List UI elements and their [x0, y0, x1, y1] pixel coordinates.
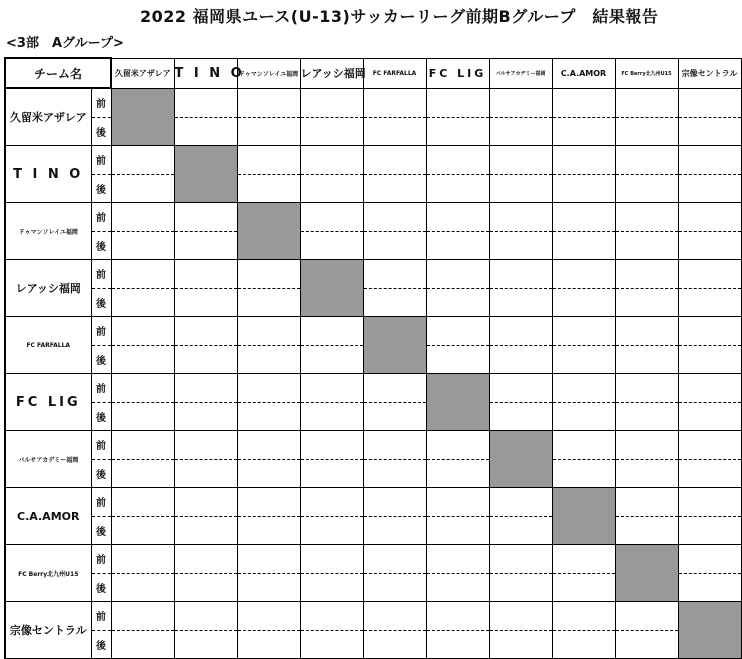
score-cell-second-half[interactable] [111, 630, 174, 659]
score-cell-second-half[interactable] [678, 345, 741, 374]
team-row-first-half [5, 88, 741, 117]
score-cell-second-half[interactable] [489, 573, 552, 602]
score-cell-first-half[interactable] [552, 602, 615, 631]
score-cell-second-half[interactable] [174, 288, 237, 317]
score-cell-second-half[interactable] [237, 459, 300, 488]
self-match-cell [174, 146, 237, 203]
score-cell-second-half[interactable] [300, 117, 363, 146]
score-cell-second-half[interactable] [615, 402, 678, 431]
score-cell-first-half[interactable] [615, 88, 678, 117]
second-half-label: 後 [91, 345, 111, 374]
score-cell-first-half[interactable] [111, 488, 174, 517]
first-half-label: 前 [91, 317, 111, 346]
score-cell-first-half[interactable] [300, 488, 363, 517]
score-cell-second-half[interactable] [552, 345, 615, 374]
score-cell-second-half[interactable] [678, 117, 741, 146]
score-cell-second-half[interactable] [300, 573, 363, 602]
score-cell-first-half[interactable] [363, 146, 426, 175]
first-half-label: 前 [91, 488, 111, 517]
team-row-second-half [5, 516, 741, 545]
self-match-cell [363, 317, 426, 374]
team-row-second-half [5, 459, 741, 488]
score-cell-second-half[interactable] [363, 231, 426, 260]
score-cell-second-half[interactable] [111, 573, 174, 602]
score-cell-second-half[interactable] [363, 630, 426, 659]
score-cell-first-half[interactable] [552, 431, 615, 460]
score-cell-second-half[interactable] [111, 174, 174, 203]
team-name-fc-lig: FC LIG [5, 374, 91, 431]
score-cell-first-half[interactable] [552, 260, 615, 289]
score-cell-first-half[interactable] [111, 317, 174, 346]
score-cell-first-half[interactable] [489, 88, 552, 117]
score-cell-second-half[interactable] [237, 288, 300, 317]
score-cell-first-half[interactable] [552, 146, 615, 175]
score-cell-first-half[interactable] [552, 317, 615, 346]
score-cell-first-half[interactable] [552, 545, 615, 574]
column-header-kurume-azalea: 久留米アザレア [111, 58, 174, 88]
column-header-barca-academy: バルサアカデミー福岡 [489, 58, 552, 88]
score-cell-second-half[interactable] [237, 345, 300, 374]
column-header-fc-berry: FC Berry北九州U15 [615, 58, 678, 88]
team-name-barca-academy: バルサアカデミー福岡 [5, 431, 91, 488]
score-cell-first-half[interactable] [552, 374, 615, 403]
score-cell-first-half[interactable] [363, 260, 426, 289]
score-cell-second-half[interactable] [615, 345, 678, 374]
score-cell-second-half[interactable] [174, 459, 237, 488]
score-cell-second-half[interactable] [237, 117, 300, 146]
score-cell-second-half[interactable] [552, 117, 615, 146]
score-cell-second-half[interactable] [426, 117, 489, 146]
score-cell-first-half[interactable] [489, 545, 552, 574]
column-header-munakata-central: 宗像セントラル [678, 58, 741, 88]
score-cell-first-half[interactable] [489, 260, 552, 289]
score-cell-second-half[interactable] [489, 174, 552, 203]
score-cell-second-half[interactable] [237, 630, 300, 659]
score-cell-second-half[interactable] [111, 402, 174, 431]
column-header-tino: T I N O [174, 58, 237, 88]
score-cell-second-half[interactable] [237, 174, 300, 203]
team-row-first-half [5, 260, 741, 289]
score-cell-first-half[interactable] [489, 317, 552, 346]
score-cell-second-half[interactable] [426, 630, 489, 659]
team-name-tino: T I N O [5, 146, 91, 203]
score-cell-first-half[interactable] [111, 374, 174, 403]
score-cell-second-half[interactable] [363, 174, 426, 203]
score-cell-second-half[interactable] [111, 288, 174, 317]
score-cell-second-half[interactable] [363, 288, 426, 317]
score-cell-first-half[interactable] [678, 203, 741, 232]
second-half-label: 後 [91, 174, 111, 203]
score-cell-second-half[interactable] [489, 117, 552, 146]
score-cell-first-half[interactable] [489, 146, 552, 175]
score-cell-first-half[interactable] [174, 602, 237, 631]
self-match-cell [300, 260, 363, 317]
score-cell-first-half[interactable] [237, 545, 300, 574]
second-half-label: 後 [91, 402, 111, 431]
score-cell-second-half[interactable] [363, 402, 426, 431]
score-cell-first-half[interactable] [363, 488, 426, 517]
score-cell-first-half[interactable] [426, 88, 489, 117]
score-cell-first-half[interactable] [174, 374, 237, 403]
score-cell-second-half[interactable] [426, 573, 489, 602]
score-cell-second-half[interactable] [174, 402, 237, 431]
score-cell-first-half[interactable] [300, 431, 363, 460]
score-cell-first-half[interactable] [489, 488, 552, 517]
team-row-first-half [5, 317, 741, 346]
team-name-munakata-central: 宗像セントラル [5, 602, 91, 659]
score-cell-first-half[interactable] [111, 602, 174, 631]
score-cell-first-half[interactable] [615, 602, 678, 631]
score-cell-first-half[interactable] [678, 260, 741, 289]
self-match-cell [237, 203, 300, 260]
score-cell-first-half[interactable] [615, 260, 678, 289]
score-cell-second-half[interactable] [678, 459, 741, 488]
score-cell-first-half[interactable] [363, 374, 426, 403]
score-cell-second-half[interactable] [678, 174, 741, 203]
score-cell-second-half[interactable] [174, 630, 237, 659]
score-cell-second-half[interactable] [615, 516, 678, 545]
score-cell-first-half[interactable] [111, 260, 174, 289]
header-row [5, 58, 741, 88]
team-name-ca-amor: C.A.AMOR [5, 488, 91, 545]
score-cell-second-half[interactable] [237, 402, 300, 431]
score-cell-second-half[interactable] [174, 516, 237, 545]
score-cell-second-half[interactable] [363, 117, 426, 146]
first-half-label: 前 [91, 88, 111, 117]
second-half-label: 後 [91, 459, 111, 488]
score-cell-second-half[interactable] [552, 288, 615, 317]
score-cell-first-half[interactable] [426, 146, 489, 175]
self-match-cell [489, 431, 552, 488]
team-row-first-half [5, 488, 741, 517]
score-cell-first-half[interactable] [426, 488, 489, 517]
column-header-farfalla: FC FARFALLA [363, 58, 426, 88]
score-cell-first-half[interactable] [363, 602, 426, 631]
score-cell-first-half[interactable] [174, 88, 237, 117]
score-cell-second-half[interactable] [300, 459, 363, 488]
score-cell-second-half[interactable] [174, 231, 237, 260]
score-cell-first-half[interactable] [300, 146, 363, 175]
score-cell-second-half[interactable] [615, 174, 678, 203]
score-cell-first-half[interactable] [237, 317, 300, 346]
team-row-second-half [5, 288, 741, 317]
score-cell-first-half[interactable] [678, 488, 741, 517]
score-cell-second-half[interactable] [678, 402, 741, 431]
score-cell-second-half[interactable] [300, 516, 363, 545]
score-cell-first-half[interactable] [111, 545, 174, 574]
score-cell-first-half[interactable] [615, 146, 678, 175]
score-cell-first-half[interactable] [489, 602, 552, 631]
score-cell-second-half[interactable] [426, 345, 489, 374]
team-name-kurume-azalea: 久留米アザレア [5, 88, 91, 146]
score-cell-second-half[interactable] [489, 402, 552, 431]
score-cell-second-half[interactable] [552, 402, 615, 431]
score-cell-second-half[interactable] [678, 573, 741, 602]
team-row-second-half [5, 402, 741, 431]
score-cell-second-half[interactable] [678, 231, 741, 260]
team-row-first-half [5, 431, 741, 460]
score-cell-first-half[interactable] [426, 602, 489, 631]
score-cell-second-half[interactable] [300, 345, 363, 374]
score-cell-first-half[interactable] [237, 146, 300, 175]
score-cell-second-half[interactable] [363, 459, 426, 488]
first-half-label: 前 [91, 146, 111, 175]
score-cell-first-half[interactable] [552, 88, 615, 117]
score-cell-second-half[interactable] [300, 402, 363, 431]
team-name-reassi: レアッシ福岡 [5, 260, 91, 317]
score-cell-first-half[interactable] [552, 203, 615, 232]
score-cell-first-half[interactable] [489, 203, 552, 232]
score-cell-second-half[interactable] [426, 288, 489, 317]
score-cell-first-half[interactable] [300, 317, 363, 346]
score-cell-first-half[interactable] [678, 545, 741, 574]
score-cell-first-half[interactable] [678, 317, 741, 346]
self-match-cell [111, 88, 174, 146]
team-name-fc-berry: FC Berry北九州U15 [5, 545, 91, 602]
score-cell-second-half[interactable] [426, 459, 489, 488]
score-cell-second-half[interactable] [552, 459, 615, 488]
team-row-second-half [5, 174, 741, 203]
second-half-label: 後 [91, 117, 111, 146]
score-cell-second-half[interactable] [615, 288, 678, 317]
team-row-first-half [5, 374, 741, 403]
score-cell-first-half[interactable] [300, 602, 363, 631]
score-cell-first-half[interactable] [237, 602, 300, 631]
score-cell-second-half[interactable] [615, 459, 678, 488]
score-cell-first-half[interactable] [363, 431, 426, 460]
score-cell-first-half[interactable] [300, 374, 363, 403]
score-cell-first-half[interactable] [174, 203, 237, 232]
score-cell-second-half[interactable] [615, 231, 678, 260]
score-cell-first-half[interactable] [174, 545, 237, 574]
score-cell-second-half[interactable] [489, 288, 552, 317]
team-name-doman-soleil: ドゥマンソレイユ福岡 [5, 203, 91, 260]
second-half-label: 後 [91, 231, 111, 260]
first-half-label: 前 [91, 203, 111, 232]
second-half-label: 後 [91, 516, 111, 545]
score-cell-first-half[interactable] [363, 203, 426, 232]
score-cell-second-half[interactable] [426, 516, 489, 545]
score-cell-second-half[interactable] [300, 174, 363, 203]
score-cell-first-half[interactable] [615, 317, 678, 346]
score-cell-first-half[interactable] [237, 88, 300, 117]
score-cell-second-half[interactable] [678, 288, 741, 317]
first-half-label: 前 [91, 374, 111, 403]
score-cell-second-half[interactable] [426, 174, 489, 203]
score-cell-first-half[interactable] [237, 374, 300, 403]
team-row-second-half [5, 630, 741, 659]
score-cell-first-half[interactable] [615, 203, 678, 232]
team-row-second-half [5, 231, 741, 260]
score-cell-first-half[interactable] [426, 317, 489, 346]
score-cell-first-half[interactable] [300, 545, 363, 574]
score-cell-second-half[interactable] [489, 345, 552, 374]
team-row-first-half [5, 203, 741, 232]
score-cell-first-half[interactable] [678, 431, 741, 460]
score-cell-first-half[interactable] [300, 203, 363, 232]
second-half-label: 後 [91, 630, 111, 659]
score-cell-second-half[interactable] [300, 231, 363, 260]
score-cell-second-half[interactable] [615, 117, 678, 146]
column-header-reassi: レアッシ福岡 [300, 58, 363, 88]
score-cell-first-half[interactable] [363, 88, 426, 117]
first-half-label: 前 [91, 431, 111, 460]
team-column-header: チーム名 [5, 58, 111, 88]
results-grid [4, 57, 742, 659]
score-cell-first-half[interactable] [489, 374, 552, 403]
score-cell-first-half[interactable] [111, 146, 174, 175]
score-cell-second-half[interactable] [111, 516, 174, 545]
score-cell-first-half[interactable] [111, 431, 174, 460]
score-cell-first-half[interactable] [300, 88, 363, 117]
grid-body [5, 88, 741, 659]
score-cell-second-half[interactable] [174, 345, 237, 374]
score-cell-first-half[interactable] [363, 545, 426, 574]
score-cell-first-half[interactable] [678, 374, 741, 403]
first-half-label: 前 [91, 545, 111, 574]
self-match-cell [426, 374, 489, 431]
score-cell-second-half[interactable] [678, 516, 741, 545]
score-cell-second-half[interactable] [237, 573, 300, 602]
score-cell-first-half[interactable] [237, 260, 300, 289]
score-cell-second-half[interactable] [300, 630, 363, 659]
score-cell-second-half[interactable] [363, 573, 426, 602]
score-cell-second-half[interactable] [552, 573, 615, 602]
score-cell-second-half[interactable] [363, 516, 426, 545]
score-cell-second-half[interactable] [174, 117, 237, 146]
team-row-first-half [5, 545, 741, 574]
score-cell-second-half[interactable] [489, 630, 552, 659]
score-cell-second-half[interactable] [552, 174, 615, 203]
score-cell-second-half[interactable] [174, 573, 237, 602]
score-cell-second-half[interactable] [552, 231, 615, 260]
score-cell-second-half[interactable] [489, 231, 552, 260]
score-cell-second-half[interactable] [489, 516, 552, 545]
column-header-ca-amor: C.A.AMOR [552, 58, 615, 88]
score-cell-first-half[interactable] [237, 431, 300, 460]
score-cell-first-half[interactable] [426, 545, 489, 574]
score-cell-second-half[interactable] [111, 231, 174, 260]
score-cell-first-half[interactable] [174, 260, 237, 289]
team-name-farfalla: FC FARFALLA [5, 317, 91, 374]
score-cell-second-half[interactable] [552, 630, 615, 659]
team-row-first-half [5, 602, 741, 631]
second-half-label: 後 [91, 573, 111, 602]
self-match-cell [552, 488, 615, 545]
score-cell-first-half[interactable] [426, 260, 489, 289]
team-row-first-half [5, 146, 741, 175]
score-cell-first-half[interactable] [174, 431, 237, 460]
score-cell-first-half[interactable] [111, 203, 174, 232]
second-half-label: 後 [91, 288, 111, 317]
self-match-cell [615, 545, 678, 602]
score-cell-first-half[interactable] [426, 431, 489, 460]
score-cell-second-half[interactable] [237, 516, 300, 545]
column-header-doman-soleil: ドゥマンソレイユ福岡 [237, 58, 300, 88]
score-cell-first-half[interactable] [615, 488, 678, 517]
score-cell-first-half[interactable] [678, 88, 741, 117]
first-half-label: 前 [91, 602, 111, 631]
self-match-cell [678, 602, 741, 659]
score-cell-second-half[interactable] [426, 231, 489, 260]
score-cell-second-half[interactable] [615, 630, 678, 659]
column-header-fc-lig: FC LIG [426, 58, 489, 88]
score-cell-second-half[interactable] [111, 345, 174, 374]
score-cell-first-half[interactable] [615, 431, 678, 460]
score-cell-first-half[interactable] [678, 146, 741, 175]
score-cell-first-half[interactable] [426, 203, 489, 232]
score-cell-first-half[interactable] [174, 317, 237, 346]
group-subtitle: <3部 Aグループ> [6, 36, 124, 51]
score-cell-second-half[interactable] [111, 459, 174, 488]
first-half-label: 前 [91, 260, 111, 289]
page-title: 2022 福岡県ユース(U-13)サッカーリーグ前期Bグループ 結果報告 [140, 7, 659, 26]
score-cell-first-half[interactable] [237, 488, 300, 517]
score-cell-first-half[interactable] [174, 488, 237, 517]
score-cell-first-half[interactable] [615, 374, 678, 403]
